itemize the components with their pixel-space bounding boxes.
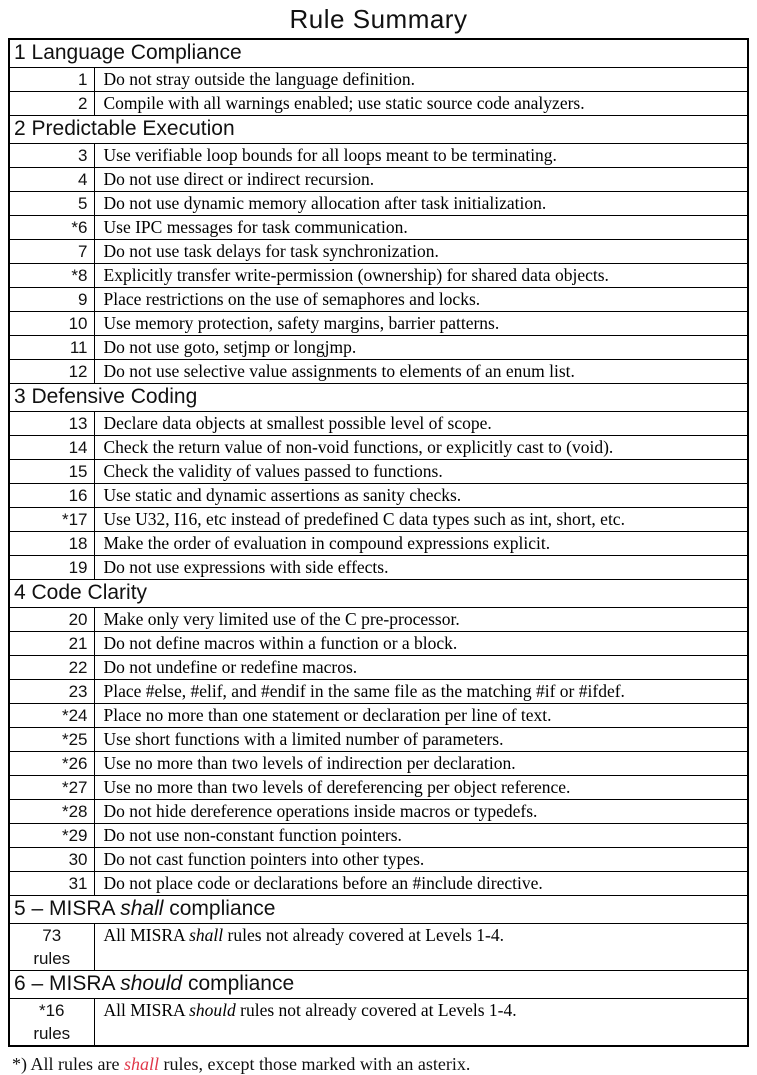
rule-summary-table [8,38,749,1047]
table-row [9,68,748,92]
rule-text: Compile with all warnings enabled; use static source code analyzers. [94,92,748,116]
rule-count-unit: rules [33,949,71,968]
rule-text-italic: should [189,1000,236,1020]
rule-number: *26 [9,752,94,776]
table-row [9,752,748,776]
rule-number: 3 [9,144,94,168]
table-row [9,240,748,264]
section-header [9,971,748,999]
rule-count: *16 [38,1001,65,1020]
rule-text-italic: shall [189,925,224,945]
table-row [9,508,748,532]
section-header-row [9,971,748,999]
rule-text: Declare data objects at smallest possible level of scope. [94,412,748,436]
table-row [9,800,748,824]
footnote-prefix: *) All rules are [12,1054,124,1074]
rule-number: *29 [9,824,94,848]
section-header-row [9,896,748,924]
table-row [9,872,748,896]
rule-text: Check the return value of non-void functions, or explicitly cast to (void). [94,436,748,460]
rule-text: Do not undefine or redefine macros. [94,656,748,680]
rule-text: Do not hide dereference operations inside macros or typedefs. [94,800,748,824]
footnote [12,1054,757,1075]
table-row [9,144,748,168]
rule-text: Do not use dynamic memory allocation after task initialization. [94,192,748,216]
table-row [9,336,748,360]
section-header: 3 Defensive Coding [9,384,748,412]
section-header-prefix: 5 – MISRA [14,897,121,920]
table-row [9,288,748,312]
rule-text: Do not cast function pointers into other types. [94,848,748,872]
rule-text: Do not use non-constant function pointers. [94,824,748,848]
table-row [9,168,748,192]
rule-number: 14 [9,436,94,460]
table-row [9,608,748,632]
rule-number: *6 [9,216,94,240]
rule-text: Place restrictions on the use of semaphores and locks. [94,288,748,312]
rule-number: 11 [9,336,94,360]
table-row [9,824,748,848]
rule-number: *24 [9,704,94,728]
rule-text [94,999,748,1047]
rule-number: 19 [9,556,94,580]
table-row [9,192,748,216]
rule-text: Make only very limited use of the C pre-processor. [94,608,748,632]
section-header [9,896,748,924]
rule-number: 9 [9,288,94,312]
rule-text: Do not use direct or indirect recursion. [94,168,748,192]
rule-number: 2 [9,92,94,116]
section-header-suffix: compliance [182,972,295,995]
section-header-row [9,39,748,68]
rule-text: Use U32, I16, etc instead of predefined C data types such as int, short, etc. [94,508,748,532]
rule-text: Use no more than two levels of dereferencing per object reference. [94,776,748,800]
rule-text: Do not stray outside the language definition. [94,68,748,92]
rule-number: 18 [9,532,94,556]
rule-number: *25 [9,728,94,752]
section-header-italic: shall [120,897,164,920]
footnote-shall-red: shall [123,1054,159,1074]
section-header: 4 Code Clarity [9,580,748,608]
rule-text: Do not define macros within a function or a block. [94,632,748,656]
rule-number: 30 [9,848,94,872]
rule-text: Use memory protection, safety margins, barrier patterns. [94,312,748,336]
section-header-prefix: 6 – MISRA [14,972,121,995]
table-row [9,999,748,1047]
rule-text [94,924,748,971]
rule-text: Do not use selective value assignments to elements of an enum list. [94,360,748,384]
table-row [9,360,748,384]
table-row [9,436,748,460]
table-row [9,412,748,436]
rule-text-prefix: All MISRA [103,1000,190,1020]
rule-text-prefix: All MISRA [103,925,190,945]
rule-text: Use short functions with a limited number of parameters. [94,728,748,752]
rule-text-suffix: rules not already covered at Levels 1-4. [223,925,504,945]
rule-number: 5 [9,192,94,216]
section-header-row [9,116,748,144]
rule-text: Check the validity of values passed to functions. [94,460,748,484]
rule-text: Do not use task delays for task synchronization. [94,240,748,264]
rule-number: *28 [9,800,94,824]
rule-number: *8 [9,264,94,288]
section-header-row [9,580,748,608]
table-row [9,776,748,800]
rule-number: 22 [9,656,94,680]
rule-number: 7 [9,240,94,264]
table-row [9,312,748,336]
rule-number: 16 [9,484,94,508]
table-row [9,484,748,508]
rule-count: 73 [42,926,62,945]
table-row [9,728,748,752]
rule-text: Do not place code or declarations before an #include directive. [94,872,748,896]
rule-text: Use verifiable loop bounds for all loops meant to be terminating. [94,144,748,168]
rule-number: 4 [9,168,94,192]
rule-text: Explicitly transfer write-permission (ownership) for shared data objects. [94,264,748,288]
rule-number: 21 [9,632,94,656]
rule-number: 10 [9,312,94,336]
section-header: 1 Language Compliance [9,39,748,68]
rule-count-unit: rules [33,1024,71,1043]
rule-text: Place #else, #elif, and #endif in the same file as the matching #if or #ifdef. [94,680,748,704]
rule-number: 23 [9,680,94,704]
rule-number: 12 [9,360,94,384]
table-row [9,848,748,872]
section-header-italic: should [120,972,183,995]
table-row [9,680,748,704]
section-header-row [9,384,748,412]
rule-text: Do not use goto, setjmp or longjmp. [94,336,748,360]
table-row [9,92,748,116]
rule-number: *27 [9,776,94,800]
rule-number: *17 [9,508,94,532]
table-row [9,532,748,556]
rule-number: 20 [9,608,94,632]
rule-count-cell [9,924,94,971]
table-row [9,632,748,656]
rule-text: Use no more than two levels of indirection per declaration. [94,752,748,776]
rule-text-suffix: rules not already covered at Levels 1-4. [235,1000,517,1020]
section-header-suffix: compliance [163,897,276,920]
table-row [9,924,748,971]
rule-text: Place no more than one statement or declaration per line of text. [94,704,748,728]
table-row [9,216,748,240]
rule-number: 15 [9,460,94,484]
table-row [9,704,748,728]
rule-count-cell [9,999,94,1047]
rule-number: 1 [9,68,94,92]
table-row [9,656,748,680]
rule-text: Make the order of evaluation in compound expressions explicit. [94,532,748,556]
page-title: Rule Summary [289,3,468,34]
table-row [9,264,748,288]
rule-text: Do not use expressions with side effects. [94,556,748,580]
rule-text: Use IPC messages for task communication. [94,216,748,240]
section-header: 2 Predictable Execution [9,116,748,144]
rule-number: 13 [9,412,94,436]
table-row [9,460,748,484]
footnote-suffix: rules, except those marked with an asterix. [158,1054,471,1074]
rule-text: Use static and dynamic assertions as sanity checks. [94,484,748,508]
table-row [9,556,748,580]
rule-number: 31 [9,872,94,896]
